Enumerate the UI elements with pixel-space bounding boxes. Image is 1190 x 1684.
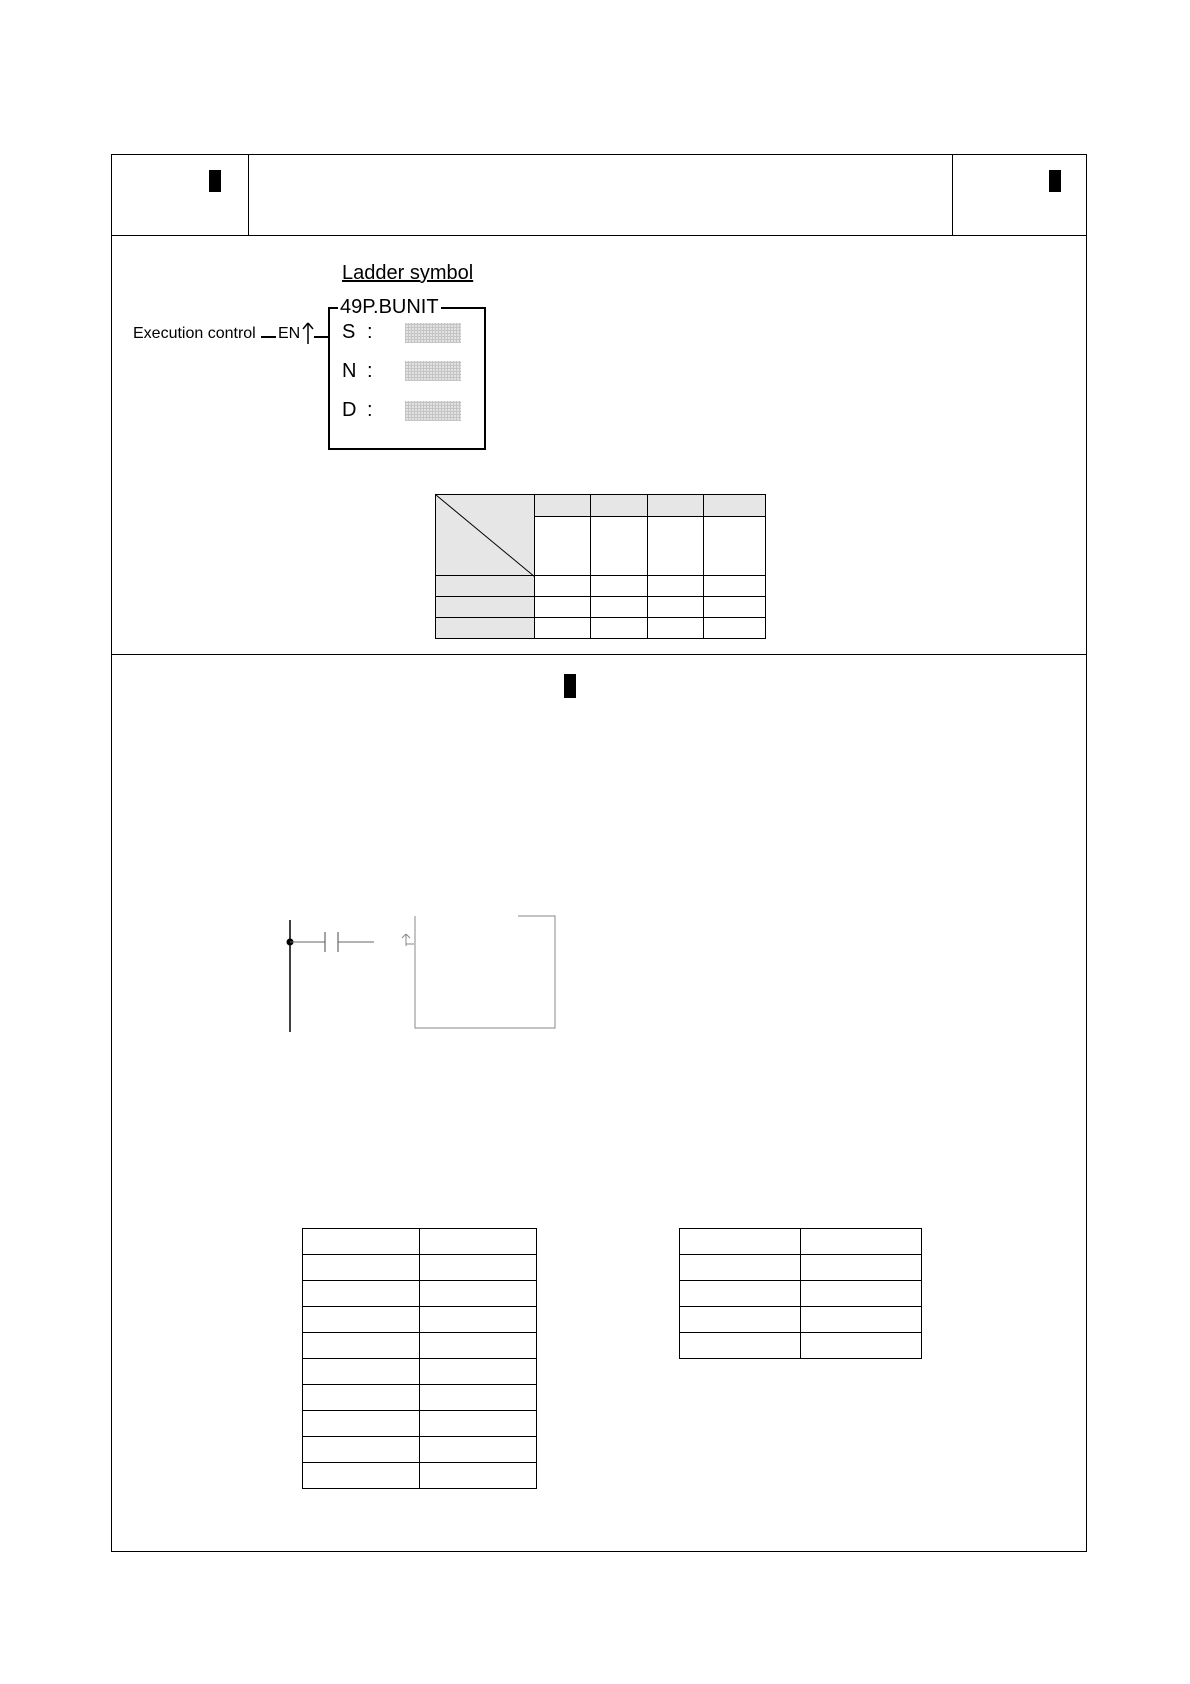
table-row <box>436 597 766 618</box>
table-cell <box>704 618 766 639</box>
example-ladder-diagram <box>280 912 560 1036</box>
operand-table <box>435 494 766 639</box>
table-cell <box>648 597 704 618</box>
up-arrow-icon <box>402 934 414 946</box>
table-row-header <box>436 618 535 639</box>
diagonal-divider <box>436 495 535 577</box>
operand-d-separator: : <box>367 399 373 421</box>
table-row-header <box>436 576 535 597</box>
table-cell <box>591 576 648 597</box>
table-row <box>680 1229 922 1255</box>
table-cell <box>680 1281 801 1307</box>
operand-s-field <box>405 323 461 343</box>
section-divider <box>111 654 1087 655</box>
table-header-cell <box>591 495 648 517</box>
table-cell <box>801 1307 922 1333</box>
table-cell <box>420 1385 537 1411</box>
table-cell <box>303 1333 420 1359</box>
table-cell <box>303 1359 420 1385</box>
table-row <box>436 495 766 517</box>
table-row <box>680 1281 922 1307</box>
table-cell <box>801 1255 922 1281</box>
table-row <box>303 1359 537 1385</box>
operand-n-separator: : <box>367 360 373 382</box>
table-cell <box>680 1229 801 1255</box>
header-left-divider <box>248 154 249 235</box>
function-block-name: 49P.BUNIT <box>340 296 439 318</box>
table-row <box>436 618 766 639</box>
table-cell <box>704 576 766 597</box>
table-cell <box>680 1333 801 1359</box>
normally-open-contact-icon <box>290 932 374 952</box>
execution-control-label: Execution control <box>133 325 256 342</box>
table-cell <box>303 1307 420 1333</box>
up-arrow-icon <box>301 320 329 346</box>
header-left-mark <box>209 170 221 192</box>
header-right-mark <box>1049 170 1061 192</box>
table-header-cell <box>704 495 766 517</box>
table-cell <box>303 1411 420 1437</box>
table-row <box>303 1307 537 1333</box>
table-cell <box>303 1437 420 1463</box>
table-cell <box>680 1307 801 1333</box>
table-cell <box>303 1463 420 1489</box>
table-cell <box>680 1255 801 1281</box>
page-frame <box>111 154 1087 1552</box>
table-cell <box>420 1255 537 1281</box>
operand-d-label: D <box>342 399 357 421</box>
table-row <box>680 1307 922 1333</box>
table-cell <box>535 618 591 639</box>
operand-s-separator: : <box>367 321 373 343</box>
table-cell <box>420 1463 537 1489</box>
operand-n-field <box>405 361 461 381</box>
en-label: EN <box>278 325 301 342</box>
table-cell <box>591 517 648 576</box>
table-cell <box>535 576 591 597</box>
example-table-right <box>679 1228 922 1359</box>
table-cell <box>420 1333 537 1359</box>
operand-s-label: S <box>342 321 356 343</box>
table-row <box>680 1255 922 1281</box>
table-row <box>303 1281 537 1307</box>
table-row <box>436 576 766 597</box>
table-cell <box>303 1385 420 1411</box>
table-header-cell <box>648 495 704 517</box>
table-cell <box>420 1281 537 1307</box>
table-cell <box>801 1333 922 1359</box>
operand-d-field <box>405 401 461 421</box>
table-cell <box>704 517 766 576</box>
execution-control-line <box>261 336 276 338</box>
example-table-left <box>302 1228 537 1489</box>
table-cell <box>420 1359 537 1385</box>
table-header-cell <box>535 495 591 517</box>
table-cell <box>801 1229 922 1255</box>
example-title-mark <box>564 674 576 698</box>
table-cell <box>591 618 648 639</box>
table-row <box>303 1411 537 1437</box>
operand-n-label: N <box>342 360 357 382</box>
table-cell <box>303 1255 420 1281</box>
table-cell <box>591 597 648 618</box>
table-cell <box>303 1229 420 1255</box>
table-cell <box>648 517 704 576</box>
table-cell <box>648 618 704 639</box>
table-row <box>303 1463 537 1489</box>
table-cell <box>535 517 591 576</box>
table-cell <box>303 1281 420 1307</box>
table-cell <box>420 1229 537 1255</box>
table-cell <box>420 1411 537 1437</box>
header-divider <box>111 235 1087 236</box>
table-row <box>303 1437 537 1463</box>
table-row <box>303 1229 537 1255</box>
table-cell <box>801 1281 922 1307</box>
table-cell <box>420 1437 537 1463</box>
table-cell <box>704 597 766 618</box>
table-corner-cell <box>436 495 535 576</box>
table-cell <box>420 1307 537 1333</box>
table-row <box>303 1385 537 1411</box>
header-right-divider <box>952 154 953 235</box>
ladder-symbol-title: Ladder symbol <box>342 262 474 284</box>
table-row <box>680 1333 922 1359</box>
example-function-block <box>415 916 555 1028</box>
table-cell <box>535 597 591 618</box>
table-row-header <box>436 597 535 618</box>
table-row <box>303 1255 537 1281</box>
table-cell <box>648 576 704 597</box>
table-row <box>303 1333 537 1359</box>
